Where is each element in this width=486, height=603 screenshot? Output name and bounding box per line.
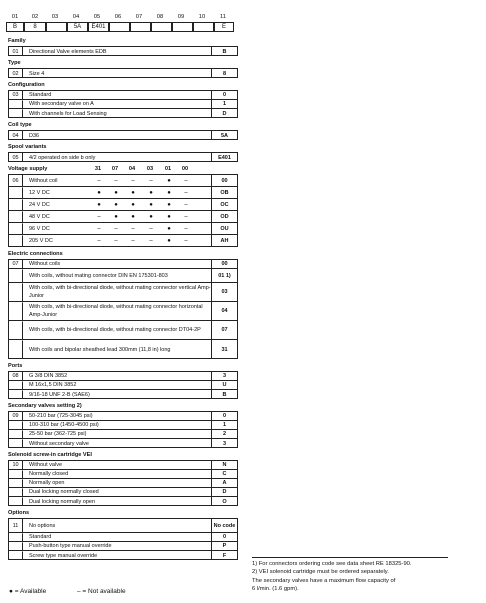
row-description: 25-50 bar (362-725 psi) <box>29 431 87 437</box>
table-coil-type <box>8 130 238 140</box>
header-value-box-06 <box>109 22 130 32</box>
table-ports <box>8 371 238 399</box>
row-code: 1 <box>211 100 237 108</box>
row-code: 3 <box>211 439 237 448</box>
table-row <box>9 187 237 199</box>
availability-mark: ● <box>167 189 171 196</box>
availability-mark: ● <box>97 189 101 196</box>
header-position-05: 05 <box>93 14 101 20</box>
availability-mark: – <box>184 213 188 220</box>
row-description: Screw type manual override <box>29 552 98 559</box>
section-title-ports: Ports <box>8 363 23 369</box>
availability-mark: ● <box>114 189 118 196</box>
table-row <box>9 439 237 448</box>
row-code: F <box>211 551 237 560</box>
row-description: Push-button type manual override <box>29 543 112 549</box>
availability-mark: ● <box>114 213 118 220</box>
table-row <box>9 91 237 100</box>
row-number <box>9 302 23 320</box>
table-row <box>9 381 237 390</box>
availability-mark: – <box>114 238 118 244</box>
row-code: 5A <box>211 131 237 140</box>
row-code: 01 1) <box>211 269 237 282</box>
voltage-column-header: 31 <box>94 166 102 172</box>
section-title-type: Type <box>8 60 21 66</box>
section-title-spool-variants: Spool variants <box>8 144 47 150</box>
row-number <box>9 211 23 222</box>
table-solenoid <box>8 460 238 506</box>
row-code: No code <box>211 519 237 532</box>
row-code: C <box>211 470 237 478</box>
row-description: Without coil <box>29 177 58 184</box>
availability-mark: ● <box>149 213 153 220</box>
row-code: 8 <box>211 69 237 78</box>
header-position-01: 01 <box>11 14 19 20</box>
table-configuration <box>8 90 238 118</box>
availability-mark: – <box>97 213 101 220</box>
availability-mark: – <box>131 177 135 184</box>
header-position-11: 11 <box>219 14 227 20</box>
section-title-solenoid: Solenoid screw-in cartridge VEI <box>8 452 92 458</box>
header-value-box-04: 5A <box>67 22 88 32</box>
table-row <box>9 488 237 497</box>
row-description: 205 V DC <box>29 238 53 244</box>
availability-mark: ● <box>167 201 171 208</box>
availability-mark: – <box>184 177 188 184</box>
footnote-flow-value: 6 l/min. (1.6 gpm). <box>252 586 299 592</box>
row-description: Directional Valve elements EDB <box>29 48 107 55</box>
table-row <box>9 175 237 187</box>
row-description: With coils, with bi-directional diode, without mating connector horizontal Amp-Junior <box>29 304 203 318</box>
row-code: 0 <box>211 91 237 99</box>
row-description: Without coils <box>29 261 61 267</box>
table-row <box>9 302 237 321</box>
row-number <box>9 199 23 210</box>
row-number: 10 <box>9 461 23 469</box>
row-code: B <box>211 47 237 56</box>
availability-mark: – <box>184 225 188 232</box>
row-description: With coils, with bi-directional diode, without mating connector DT04-2P <box>29 327 201 333</box>
table-electric-connections <box>8 259 238 359</box>
table-row <box>9 100 237 109</box>
row-number: 02 <box>9 69 23 78</box>
row-number <box>9 283 23 301</box>
row-number: 05 <box>9 153 23 162</box>
availability-mark: – <box>97 225 101 232</box>
row-number <box>9 321 23 339</box>
row-description: D36 <box>29 132 40 139</box>
voltage-column-header: 01 <box>164 166 172 172</box>
row-number <box>9 100 23 108</box>
row-number <box>9 109 23 118</box>
row-description: No options <box>29 522 56 529</box>
availability-mark: – <box>114 225 118 232</box>
row-description: With secondary valve on A <box>29 101 94 107</box>
row-description: 9/16-18 UNF 2-B (SAE6) <box>29 391 90 398</box>
section-title-voltage-supply: Voltage supply <box>8 166 48 172</box>
table-row <box>9 430 237 439</box>
row-description: Normally open <box>29 480 65 486</box>
section-title-options: Options <box>8 510 30 516</box>
header-value-box-02: 8 <box>24 22 46 32</box>
row-number <box>9 551 23 560</box>
section-title-configuration: Configuration <box>8 82 45 88</box>
table-row <box>9 551 237 560</box>
row-code: OU <box>211 223 237 234</box>
footnote-flow-capacity: The secondary valves have a maximum flow capacity of <box>252 578 396 584</box>
row-code: B <box>211 390 237 399</box>
row-description: With channels for Load Sensing <box>29 110 107 117</box>
table-row <box>9 199 237 211</box>
row-number: 03 <box>9 91 23 99</box>
row-code: 03 <box>211 283 237 301</box>
table-row <box>9 211 237 223</box>
availability-mark: ● <box>167 225 171 232</box>
table-row <box>9 153 237 162</box>
row-description: 100-310 bar (1450-4500 psi) <box>29 422 99 428</box>
availability-mark: ● <box>149 189 153 196</box>
table-options <box>8 518 238 560</box>
availability-mark: ● <box>97 201 101 208</box>
row-code: 04 <box>211 302 237 320</box>
row-code: 2 <box>211 430 237 438</box>
table-row <box>9 479 237 488</box>
row-description: M 16x1,5 DIN 3852 <box>29 382 77 388</box>
row-number: 01 <box>9 47 23 56</box>
legend-not-available: – = Not available <box>77 588 126 595</box>
row-number: 06 <box>9 175 23 186</box>
row-code: O <box>211 497 237 506</box>
header-value-box-05: E401 <box>88 22 109 32</box>
row-number <box>9 542 23 550</box>
header-position-06: 06 <box>114 14 122 20</box>
row-code: 31 <box>211 340 237 359</box>
row-code: E401 <box>211 153 237 162</box>
table-voltage-supply <box>8 174 238 247</box>
table-family <box>8 46 238 56</box>
header-position-08: 08 <box>156 14 164 20</box>
availability-mark: – <box>184 201 188 208</box>
row-description: 12 V DC <box>29 189 50 196</box>
row-number <box>9 390 23 399</box>
availability-mark: – <box>149 238 153 244</box>
row-description: Dual locking normally closed <box>29 489 99 495</box>
voltage-column-header: 00 <box>181 166 189 172</box>
row-code: AH <box>211 235 237 247</box>
row-code: 3 <box>211 372 237 380</box>
row-number <box>9 187 23 198</box>
voltage-column-header: 04 <box>128 166 136 172</box>
row-code: 00 <box>211 175 237 186</box>
row-description: Without valve <box>29 462 63 468</box>
footnote-2: 2) VEI solenoid cartridge must be ordered separately. <box>252 569 389 575</box>
header-position-09: 09 <box>177 14 185 20</box>
header-position-10: 10 <box>198 14 206 20</box>
table-spool-variants <box>8 152 238 162</box>
availability-mark: – <box>184 238 188 244</box>
header-value-box-03 <box>46 22 67 32</box>
availability-mark: – <box>97 238 101 244</box>
row-number <box>9 421 23 429</box>
table-row <box>9 269 237 283</box>
row-code: 07 <box>211 321 237 339</box>
table-row <box>9 533 237 542</box>
table-row <box>9 372 237 381</box>
voltage-column-header: 03 <box>146 166 154 172</box>
row-code: OD <box>211 211 237 222</box>
row-code: OB <box>211 187 237 198</box>
legend-available: ● = Available <box>9 588 47 595</box>
row-description: Standard <box>29 92 52 98</box>
header-value-box-07 <box>130 22 151 32</box>
availability-mark: ● <box>149 201 153 208</box>
section-title-electric-connections: Electric connections <box>8 251 63 257</box>
row-description: 24 V DC <box>29 201 50 208</box>
availability-mark: – <box>131 238 135 244</box>
table-row <box>9 519 237 533</box>
header-position-04: 04 <box>72 14 80 20</box>
row-description: 96 V DC <box>29 225 50 232</box>
row-description: With coils and bipolar sheathed lead 300mm (11,8 in) long <box>29 346 171 353</box>
row-code: U <box>211 381 237 389</box>
row-number <box>9 470 23 478</box>
row-description: Size 4 <box>29 70 45 77</box>
availability-mark: – <box>97 177 101 184</box>
row-description: Dual locking normally open <box>29 498 96 505</box>
row-number <box>9 488 23 496</box>
row-number <box>9 269 23 282</box>
row-code: D <box>211 109 237 118</box>
table-row <box>9 497 237 506</box>
table-type <box>8 68 238 78</box>
row-code: 00 <box>211 260 237 268</box>
table-row <box>9 321 237 340</box>
row-code: 0 <box>211 412 237 420</box>
table-row <box>9 235 237 247</box>
availability-mark: ● <box>114 201 118 208</box>
table-row <box>9 283 237 302</box>
voltage-column-header: 07 <box>111 166 119 172</box>
row-code: 0 <box>211 533 237 541</box>
header-position-03: 03 <box>51 14 59 20</box>
availability-mark: ● <box>131 189 135 196</box>
availability-mark: – <box>184 189 188 196</box>
row-number <box>9 497 23 506</box>
availability-mark: – <box>114 177 118 184</box>
row-description: 50-210 bar (725-3045 psi) <box>29 413 93 419</box>
row-number <box>9 223 23 234</box>
availability-mark: – <box>131 225 135 232</box>
row-code: A <box>211 479 237 487</box>
header-position-02: 02 <box>31 14 39 20</box>
row-description: 48 V DC <box>29 213 50 220</box>
availability-mark: ● <box>167 213 171 220</box>
availability-mark: – <box>149 225 153 232</box>
table-row <box>9 390 237 399</box>
header-position-07: 07 <box>135 14 143 20</box>
table-row <box>9 131 237 140</box>
section-title-family: Family <box>8 38 26 44</box>
table-secondary-valves <box>8 411 238 448</box>
row-number <box>9 533 23 541</box>
row-description: Without secondary valve <box>29 440 89 447</box>
row-code: 1 <box>211 421 237 429</box>
row-code: N <box>211 461 237 469</box>
header-value-box-10 <box>193 22 214 32</box>
row-description: Standard <box>29 534 52 540</box>
section-title-secondary-valves: Secondary valves setting 2) <box>8 403 82 409</box>
footnote-divider <box>252 557 448 558</box>
row-code: D <box>211 488 237 496</box>
table-row <box>9 461 237 470</box>
row-description: 4/2 operated on side b only <box>29 154 96 161</box>
availability-mark: – <box>149 177 153 184</box>
row-description: G 3/8 DIN 3852 <box>29 373 68 379</box>
row-number <box>9 381 23 389</box>
table-row <box>9 109 237 118</box>
availability-mark: ● <box>167 238 171 244</box>
table-row <box>9 260 237 269</box>
footnote-1: 1) For connectors ordering code see data sheet RE 18325-90. <box>252 561 412 567</box>
section-title-coil-type: Coil type <box>8 122 32 128</box>
row-code: P <box>211 542 237 550</box>
row-description: Normally closed <box>29 471 69 477</box>
table-row <box>9 223 237 235</box>
table-row <box>9 542 237 551</box>
row-number <box>9 479 23 487</box>
availability-mark: ● <box>131 213 135 220</box>
availability-mark: ● <box>131 201 135 208</box>
row-number <box>9 430 23 438</box>
header-value-box-08 <box>151 22 172 32</box>
availability-mark: ● <box>167 177 171 184</box>
table-row <box>9 69 237 78</box>
row-description: With coils, without mating connector DIN EN 175301-803 <box>29 272 168 279</box>
row-number: 04 <box>9 131 23 140</box>
row-number: 11 <box>9 519 23 532</box>
table-row <box>9 421 237 430</box>
row-description: With coils, with bi-directional diode, without mating connector vertical Amp-Junior <box>29 285 211 299</box>
table-row <box>9 47 237 56</box>
table-row <box>9 340 237 359</box>
row-number <box>9 340 23 359</box>
header-value-box-11: E <box>214 22 234 32</box>
row-number: 08 <box>9 372 23 380</box>
header-value-box-01: B <box>6 22 24 32</box>
row-number: 09 <box>9 412 23 420</box>
row-code: OC <box>211 199 237 210</box>
row-number <box>9 439 23 448</box>
row-number: 07 <box>9 260 23 268</box>
table-row <box>9 470 237 479</box>
row-number <box>9 235 23 247</box>
table-row <box>9 412 237 421</box>
header-value-box-09 <box>172 22 193 32</box>
